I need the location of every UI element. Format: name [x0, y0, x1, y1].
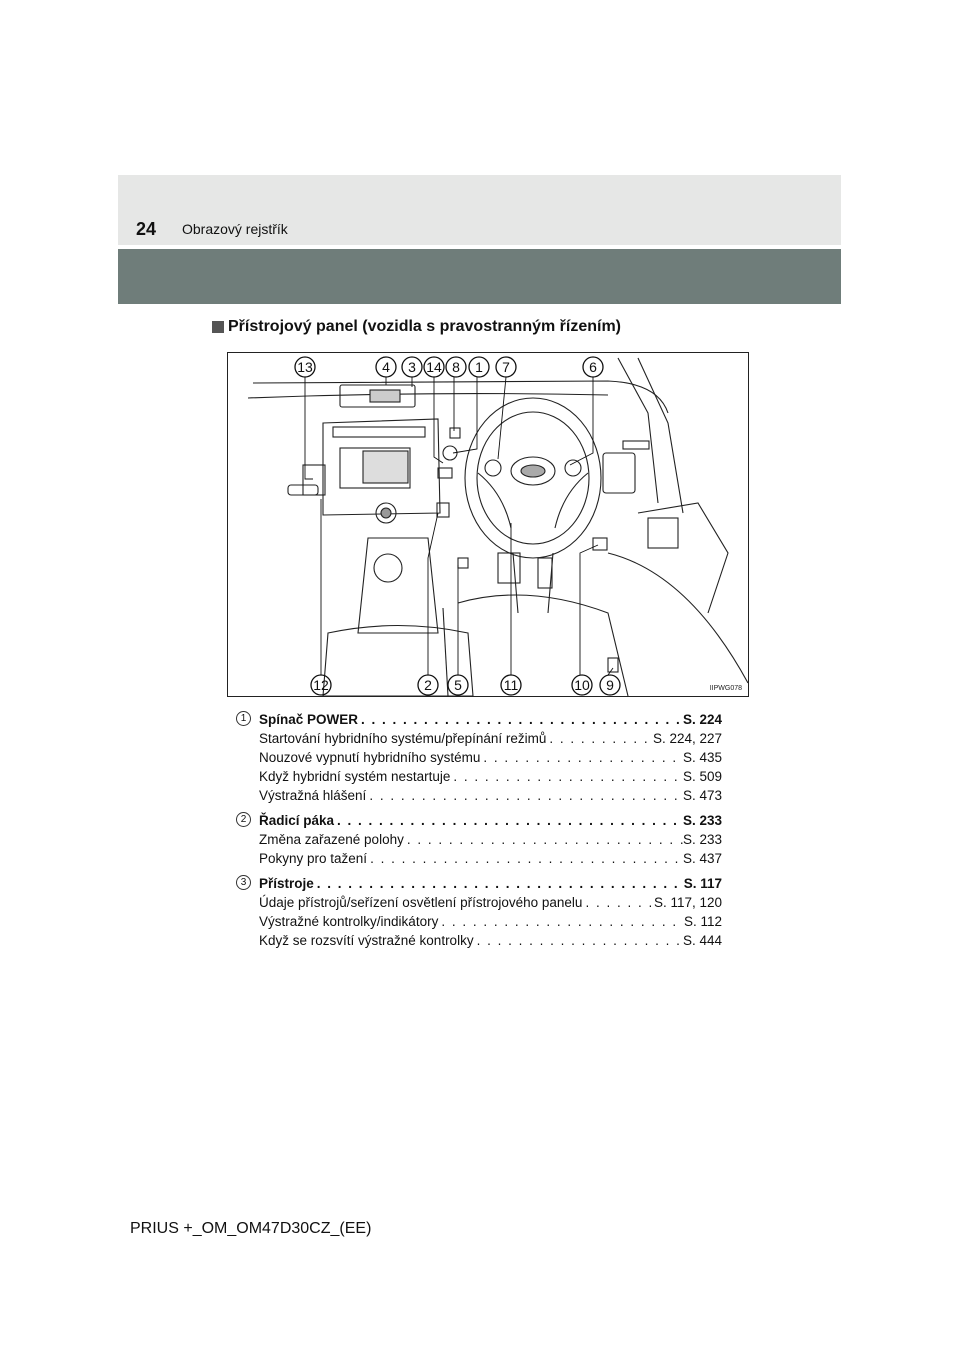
page-ref[interactable]: S. 435: [682, 750, 722, 765]
callout-10: [572, 675, 592, 695]
callout-12: [311, 675, 331, 695]
sub-entry: [259, 912, 722, 931]
sub-entry-label: Výstražné kontrolky/indikátory: [259, 914, 439, 929]
header-top: [118, 175, 841, 245]
sub-entry: [259, 786, 722, 805]
callout-14: [424, 357, 444, 377]
svg-text:4: 4: [382, 359, 390, 375]
top-callouts: [295, 357, 603, 377]
entry-number: 1: [236, 711, 251, 726]
sub-entry-label: Výstražná hlášení: [259, 788, 367, 803]
svg-text:5: 5: [454, 677, 462, 693]
svg-text:11: 11: [503, 677, 519, 693]
svg-text:2: 2: [424, 677, 432, 693]
sub-entry-label: Nouzové vypnutí hybridního systému: [259, 750, 481, 765]
page-ref[interactable]: S. 233: [682, 832, 722, 847]
callout-13: [295, 357, 315, 377]
page-ref[interactable]: S. 224: [682, 712, 722, 727]
entry-title: Přístroje: [259, 876, 314, 891]
callout-7: [496, 357, 516, 377]
callout-2: [418, 675, 438, 695]
sub-entry-label: Údaje přístrojů/seřízení osvětlení přístrojového panelu: [259, 895, 583, 910]
header-title: Obrazový rejstřík: [182, 221, 288, 237]
svg-text:6: 6: [589, 359, 597, 375]
callout-5: [448, 675, 468, 695]
sub-entry: [259, 931, 722, 950]
entry-3: [236, 874, 722, 950]
sub-entry-label: Startování hybridního systému/přepínání režimů: [259, 731, 547, 746]
page-ref[interactable]: S. 224, 227: [652, 731, 722, 746]
callout-3: [402, 357, 422, 377]
entry-number: 3: [236, 875, 251, 890]
page-ref[interactable]: S. 117: [683, 876, 722, 891]
svg-text:7: 7: [502, 359, 510, 375]
sub-entry-label: Změna zařazené polohy: [259, 832, 404, 847]
svg-text:13: 13: [297, 359, 313, 375]
section-heading: [212, 318, 621, 336]
sub-entry: [259, 830, 722, 849]
svg-text:9: 9: [606, 677, 614, 693]
entry-number: 2: [236, 812, 251, 827]
section-heading-text: Přístrojový panel (vozidla s pravostranným řízením): [228, 318, 621, 335]
page-number: 24: [136, 219, 157, 239]
page-ref[interactable]: S. 473: [682, 788, 722, 803]
sub-entry-label: Pokyny pro tažení: [259, 851, 368, 866]
svg-text:10: 10: [574, 677, 590, 693]
header-band: [118, 249, 841, 304]
page-ref[interactable]: S. 112: [683, 914, 722, 929]
sub-entry-label: Když hybridní systém nestartuje: [259, 769, 451, 784]
sub-entry-label: Když se rozsvítí výstražné kontrolky: [259, 933, 474, 948]
square-bullet-icon: [212, 321, 224, 333]
entry-title-row: [259, 811, 722, 830]
entry-title: Řadicí páka: [259, 813, 335, 828]
callout-6: [583, 357, 603, 377]
page-ref[interactable]: S. 233: [682, 813, 722, 828]
entry-1: [236, 710, 722, 805]
page-ref[interactable]: S. 509: [682, 769, 722, 784]
entry-title: Spínač POWER: [259, 712, 359, 727]
dashboard-drawing: [228, 353, 748, 696]
dashboard-illustration: [227, 352, 749, 697]
callout-1: [469, 357, 489, 377]
sub-entry: [259, 849, 722, 868]
sub-entry: [259, 748, 722, 767]
svg-text:12: 12: [313, 677, 329, 693]
sub-entry: [259, 893, 722, 912]
callout-9: [600, 675, 620, 695]
page-ref[interactable]: S. 437: [682, 851, 722, 866]
entry-title-row: [259, 710, 722, 729]
callout-11: [501, 675, 521, 695]
entry-title-row: [259, 874, 722, 893]
entry-2: [236, 811, 722, 868]
page-ref[interactable]: S. 444: [682, 933, 722, 948]
footer-doc-code: PRIUS +_OM_OM47D30CZ_(EE): [130, 1220, 372, 1237]
bottom-callouts: [311, 675, 620, 695]
figure-code: IIPWG078: [709, 685, 742, 692]
sub-entry: [259, 767, 722, 786]
svg-text:1: 1: [475, 359, 483, 375]
callout-8: [446, 357, 466, 377]
sub-entry: [259, 729, 722, 748]
svg-text:8: 8: [452, 359, 460, 375]
entry-list: [236, 710, 722, 956]
callout-4: [376, 357, 396, 377]
svg-text:3: 3: [408, 359, 416, 375]
svg-text:14: 14: [426, 359, 442, 375]
page-ref[interactable]: S. 117, 120: [653, 895, 722, 910]
